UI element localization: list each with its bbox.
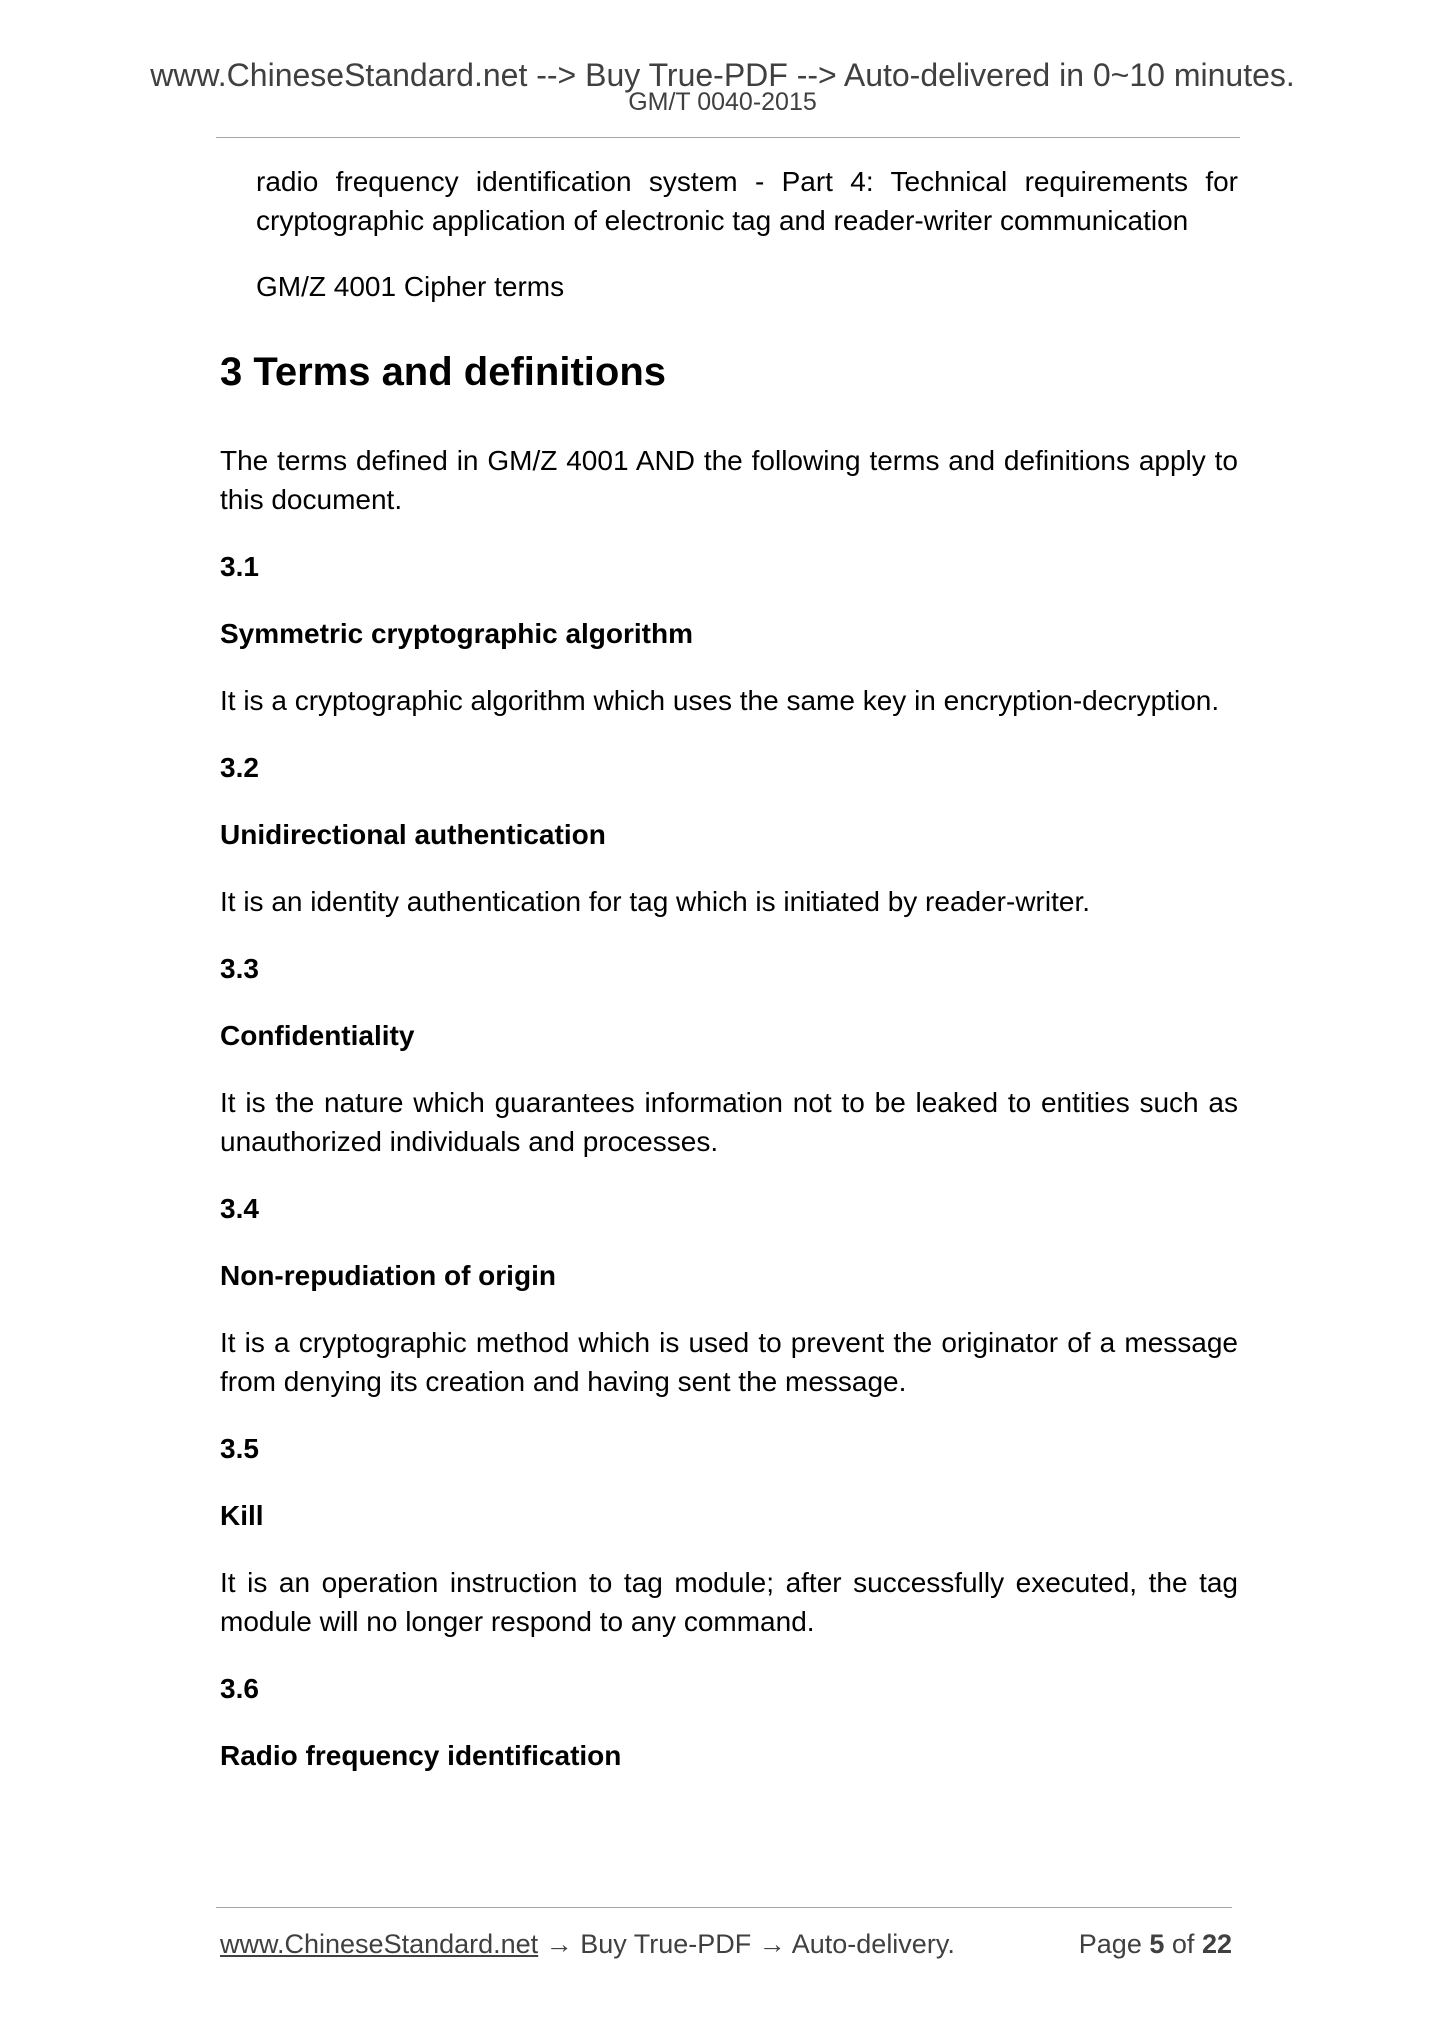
term-definition: It is the nature which guarantees information not to be leaked to entities such as unauthorized individuals and processes. [220, 1087, 1238, 1157]
footer-site-link[interactable]: www.ChineseStandard.net [220, 1929, 539, 1959]
term-number: 3.1 [220, 551, 259, 582]
term-title: Confidentiality [220, 1020, 415, 1051]
term-title: Symmetric cryptographic algorithm [220, 618, 694, 649]
section-heading: 3 Terms and definitions [220, 350, 666, 394]
header-divider [216, 137, 1240, 138]
reference-continuation: radio frequency identification system - Part 4: Technical requirements for cryptographic application of electronic tag and reader-writer communication [256, 166, 1238, 236]
term-number: 3.4 [220, 1193, 259, 1224]
footer-divider [216, 1907, 1232, 1908]
document-code: GM/T 0040-2015 [628, 88, 817, 116]
term-number: 3.2 [220, 752, 259, 783]
top-banner: www.ChineseStandard.net --> Buy True-PDF --> Auto-delivered in 0~10 minutes. [150, 57, 1295, 93]
term-definition: It is an identity authentication for tag which is initiated by reader-writer. [220, 886, 1090, 917]
reference-item: GM/Z 4001 Cipher terms [256, 271, 565, 302]
page-number: 5 [1149, 1929, 1165, 1959]
section-intro: The terms defined in GM/Z 4001 AND the following terms and definitions apply to this document. [220, 445, 1238, 515]
page-body [220, 162, 1238, 1803]
term-title: Kill [220, 1500, 264, 1531]
term-number: 3.6 [220, 1673, 259, 1704]
footer-promo-text: → Buy True-PDF → Auto-delivery. [538, 1929, 955, 1959]
term-title: Non-repudiation of origin [220, 1260, 556, 1291]
term-title: Radio frequency identification [220, 1740, 622, 1771]
page-indicator [1079, 1924, 1232, 1964]
footer-promo [220, 1924, 955, 1964]
term-definition: It is a cryptographic algorithm which uses the same key in encryption-decryption. [220, 685, 1220, 716]
of-label: of [1171, 1929, 1195, 1959]
term-definition: It is an operation instruction to tag module; after successfully executed, the tag module will no longer respond to any command. [220, 1567, 1238, 1637]
page-label: Page [1078, 1929, 1142, 1959]
term-number: 3.5 [220, 1433, 259, 1464]
page-footer [220, 1924, 1232, 1964]
term-definition: It is a cryptographic method which is used to prevent the originator of a message from denying its creation and having sent the message. [220, 1327, 1238, 1397]
total-pages: 22 [1201, 1929, 1232, 1959]
term-number: 3.3 [220, 953, 259, 984]
term-title: Unidirectional authentication [220, 819, 606, 850]
